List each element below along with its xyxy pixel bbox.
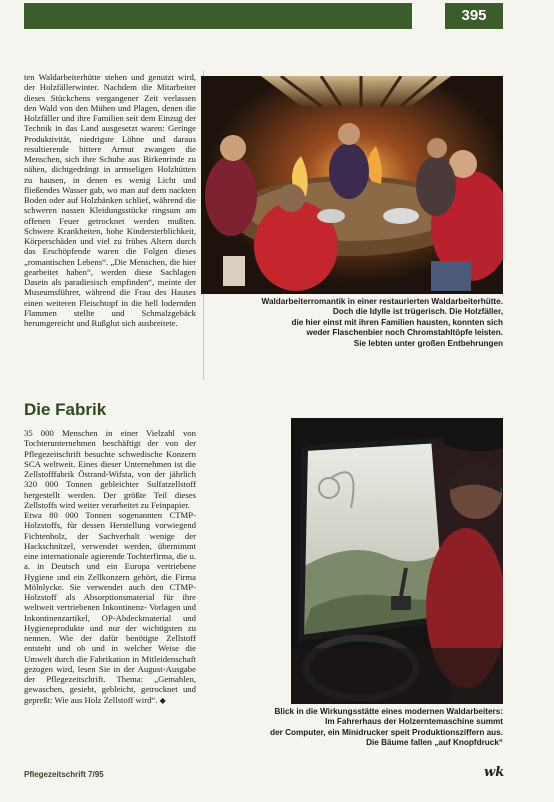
caption-line: der Computer, ein Minidrucker speit Produktionsziffern aus. bbox=[270, 727, 503, 737]
caption-line: Im Fahrerhaus der Holzerntemaschine summt bbox=[325, 717, 503, 727]
caption-line: Doch die Idylle ist trügerisch. Die Holzfäller, bbox=[332, 307, 503, 317]
photo-harvester-cab bbox=[291, 418, 503, 704]
caption-line: Sie lebten unter großen Entbehrungen bbox=[353, 338, 503, 348]
body-text-section bbox=[24, 428, 196, 706]
body-text-top bbox=[24, 72, 196, 328]
caption-top bbox=[206, 297, 503, 349]
header-band bbox=[0, 0, 554, 32]
section-heading: Die Fabrik bbox=[24, 400, 107, 419]
body-paragraph-text: Etwa 80 000 Tonnen sogenannten CTMP-Holzstoffs, für dessen Herstellung vorwiegend Fichtenholz, der Sachverhalt wenige der Hackschnitzel, verwendet werden, übernimmt eine internationale agierende Tochterfirma, die u. a. in Deutsch und ein Europa vertriebene Hygiene und ein Zellkonzern gehört, die Firma Mölnlycke. Sie verwendet auch den CTMP-Holzstoff als Absorptionsmaterial für ihre weltweit vertriebenen Inkontinenz- Vorlagen und Inkontinenzartikel, OP-Abdeckmaterial und Hygieneprodukte und nur der wichtigsten zu nennen. Wie der dafür benötigte Zellstoff entsteht und ob und in welcher Weise die Umwelt durch die Fabrikation in Mitleidenschaft gezogen wird, lesen Sie in der August-Ausgabe der Pflegezeitschrift. Thema: „Gemahlen, gewaschen, gesiebt, gebleicht, getrocknet und gepreßt: Wie aus Holz Zellstoff wird“. bbox=[24, 510, 196, 705]
body-paragraph: 35 000 Menschen in einer Vielzahl von Tochterunternehmen beschäftigt der von der Pflegezeitschrift besuchte schwedische Konzern SCA weltweit. Eines dieser Unternehmen ist die Zellstofffabrik Östrand-Wifsta, von der jährlich 320 000 Tonnen gebleichter Sulfatzellstoff hergestellt werden. Der größte Teil dieses Zellstoffs wird weiter verarbeitet zu Feinpapier. bbox=[24, 428, 196, 510]
caption-line: weder Flaschenbier noch Chromstahltöpfe leisten. bbox=[306, 328, 503, 338]
photo-hut-interior-image bbox=[201, 76, 503, 294]
page-number: 395 bbox=[445, 3, 503, 29]
journal-footer: Pflegezeitschrift 7/95 bbox=[24, 770, 104, 779]
body-paragraph: ten Waldarbeiterhütte stehen und genutzt wird, der Holzfällerwinter. Nachdem die Mitarbeiter dieses Stückchens vergangener Zeit verlassen den Wald von den Mühen und Plagen, denen die Holzfäller und ihre Familien seit dem Einzug der Technik in das Land ausgesetzt waren: Geringe Produktivität, niedrigste Löhne und daraus resultierende bittere Armut zwangen die Menschen, sich ihre Schuhe aus Birkenrinde zu nähen, dichtgedrängt in armseligen Holzhütten zu hausen, in denen es wenig Licht und fließendes Wasser gab, wo man auf dem nackten Boden oder auf Holzbänken schlief, während die schweren nassen Kleidungsstücke ringsum am offenen Feuer getrocknet werden mußten. Schwere Krankheiten, hohe Kindersterblichkeit, Körperschäden und viel zu frühes Altern durch das Erschöpfende waren die Folgen dieses „romantischen Lebens“. „Die Menschen, die hier gearbeitet haben“, werden diese Sachlagen Dasein als paradiesisch empfinden“, meinte der Museumsführer, während die Frau des Hauses einen weiteren Fleischtopf in die hell lodernden Flammen stellte und Schmalzgebäck herumgereicht und Rußglut sich ausbreitete. bbox=[24, 72, 196, 328]
caption-line: die hier einst mit ihren Familien hausten, konnten sich bbox=[291, 317, 503, 327]
caption-bottom bbox=[232, 707, 503, 749]
caption-line: Die Bäume fallen „auf Knopfdruck“ bbox=[366, 738, 503, 748]
body-paragraph bbox=[24, 510, 196, 706]
caption-line: Blick in die Wirkungsstätte eines modernen Waldarbeiters: bbox=[274, 707, 503, 716]
end-mark-icon: ◆ bbox=[159, 695, 166, 705]
publisher-logo: wk bbox=[484, 765, 505, 780]
photo-harvester-cab-image bbox=[291, 418, 503, 704]
photo-hut-interior bbox=[201, 76, 503, 294]
header-bar bbox=[24, 3, 412, 29]
caption-line: Waldarbeiterromantik in einer restaurierten Waldarbeiterhütte. bbox=[261, 297, 503, 306]
